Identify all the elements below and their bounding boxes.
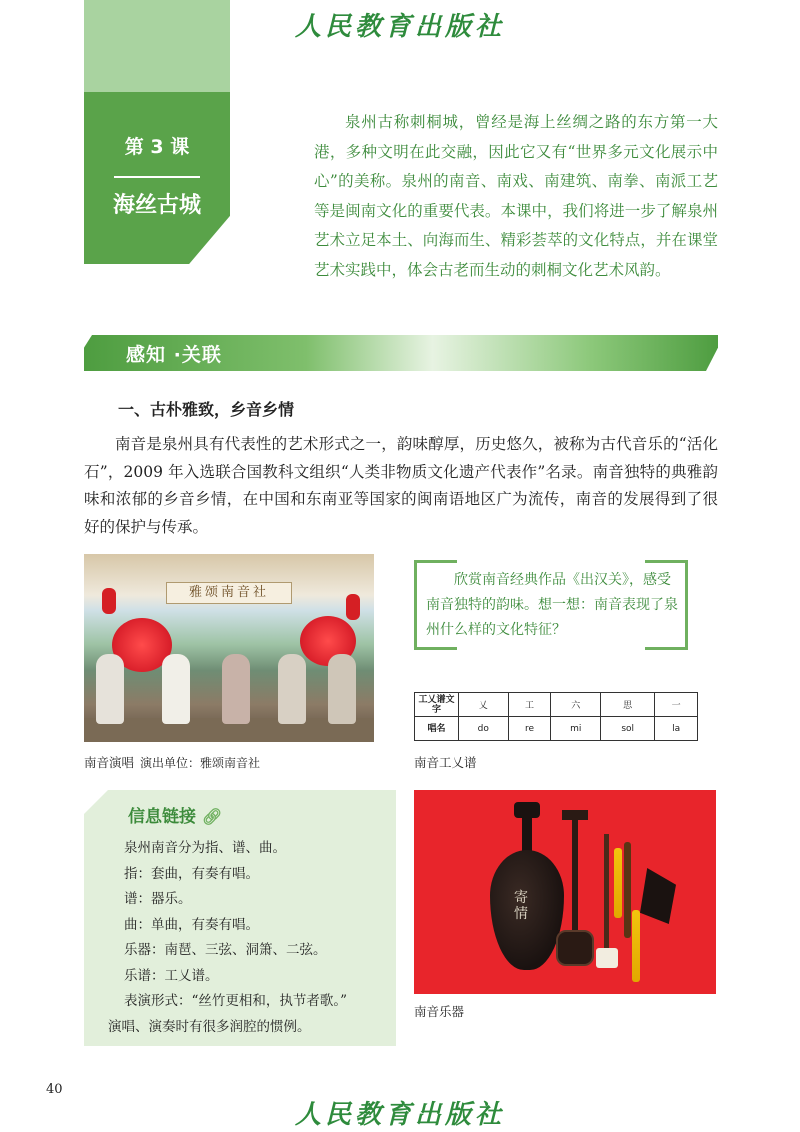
- table-cell: re: [508, 717, 551, 741]
- performer: [328, 654, 356, 724]
- clapper-icon: [640, 868, 676, 924]
- list-item: 表演形式：“丝竹更相和，执节者歌。”: [124, 993, 348, 1009]
- tassel-icon: [632, 910, 640, 982]
- performance-photo: [84, 554, 374, 742]
- table-cell: do: [459, 717, 509, 741]
- performer: [278, 654, 306, 724]
- table-header-cell: 工乂谱文字: [415, 693, 459, 717]
- pipa-inscription: 寄情: [514, 890, 528, 922]
- publisher-header: 人民教育出版社: [294, 12, 505, 42]
- page-number: 40: [46, 1082, 63, 1097]
- info-title-text: 信息链接: [128, 807, 196, 827]
- link-icon: 🔗︎: [202, 807, 223, 826]
- lesson-tab-top-band: [84, 0, 230, 92]
- erxian-icon: [596, 948, 618, 968]
- notation-caption: 南音工乂谱: [414, 755, 477, 770]
- lesson-divider: [114, 176, 200, 178]
- lantern-decoration: [346, 594, 360, 620]
- prompt-text: 欣赏南音经典作品《出汉关》，感受南音独特的韵味。想一想：南音表现了泉州什么样的文化特征？: [426, 572, 678, 638]
- list-item: 指：套曲，有奏有唱。: [124, 865, 259, 882]
- table-cell: sol: [601, 717, 655, 741]
- performer: [162, 654, 190, 724]
- table-row: [415, 693, 698, 717]
- lesson-tab: [84, 92, 230, 264]
- intro-paragraph: 泉州古称刺桐城，曾经是海上丝绸之路的东方第一大港，多种文明在此交融，因此它又有“世界多元文化展示中心”的美称。泉州的南音、南戏、南建筑、南拳、南派工艺等是闽南文化的重要代表。本课中，我们将进一步了解泉州艺术立足本土、向海而生、精彩荟萃的文化特点，并在课堂艺术实践中，体会古老而生动的刺桐文化艺术风韵。: [314, 113, 718, 279]
- table-cell: 六: [551, 693, 601, 717]
- instruments-caption: 南音乐器: [414, 1004, 465, 1019]
- table-cell: 一: [655, 693, 698, 717]
- list-item: 乐谱：工乂谱。: [124, 967, 219, 984]
- table-cell: la: [655, 717, 698, 741]
- performer: [222, 654, 250, 724]
- lesson-number: 第 3 课: [124, 136, 190, 158]
- photo-caption: [84, 753, 260, 771]
- instruments-photo: [414, 790, 716, 994]
- dongxiao-icon: [624, 842, 631, 938]
- erxian-rod: [604, 834, 609, 954]
- list-item: 演唱、演奏时有很多润腔的惯例。: [108, 1018, 311, 1035]
- lantern-decoration: [102, 588, 116, 614]
- notation-table: [414, 692, 698, 741]
- info-title: [128, 802, 222, 827]
- list-item: 谱：器乐。: [124, 891, 192, 907]
- table-cell: 思: [601, 693, 655, 717]
- performer: [96, 654, 124, 724]
- body-paragraph: 南音是泉州具有代表性的艺术形式之一，韵味醇厚，历史悠久，被称为古代音乐的“活化石”，2009 年入选联合国教科文组织“人类非物质文化遗产代表作”名录。南音独特的典雅韵味和浓郁的乡音乡情，在中国和东南亚等国家的闽南语地区广为流传，南音的发展得到了很好的保护与传承。: [84, 435, 718, 536]
- lesson-title: 海丝古城: [112, 193, 201, 218]
- section-title: 感知 ·关联: [126, 344, 222, 366]
- list-item: 泉州南音分为指、谱、曲。: [124, 840, 286, 856]
- table-row: [415, 717, 698, 741]
- photo-sign: 雅颂南音社: [166, 582, 292, 604]
- sanxian-icon: [556, 930, 594, 966]
- list-item: 曲：单曲，有奏有唱。: [124, 916, 259, 933]
- table-cell: mi: [551, 717, 601, 741]
- subheading: 一、古朴雅致，乡音乡情: [118, 400, 295, 419]
- table-cell: 工: [508, 693, 551, 717]
- table-cell: 乂: [459, 693, 509, 717]
- tassel-icon: [614, 848, 622, 918]
- list-item: 乐器：南琶、三弦、洞箫、二弦。: [124, 942, 327, 958]
- publisher-footer: 人民教育出版社: [294, 1100, 505, 1130]
- photo-caption-sub: 演出单位：雅颂南音社: [140, 756, 261, 770]
- table-header-cell: 唱名: [415, 717, 459, 741]
- photo-caption-main: 南音演唱: [84, 755, 135, 770]
- info-list: [108, 836, 390, 1040]
